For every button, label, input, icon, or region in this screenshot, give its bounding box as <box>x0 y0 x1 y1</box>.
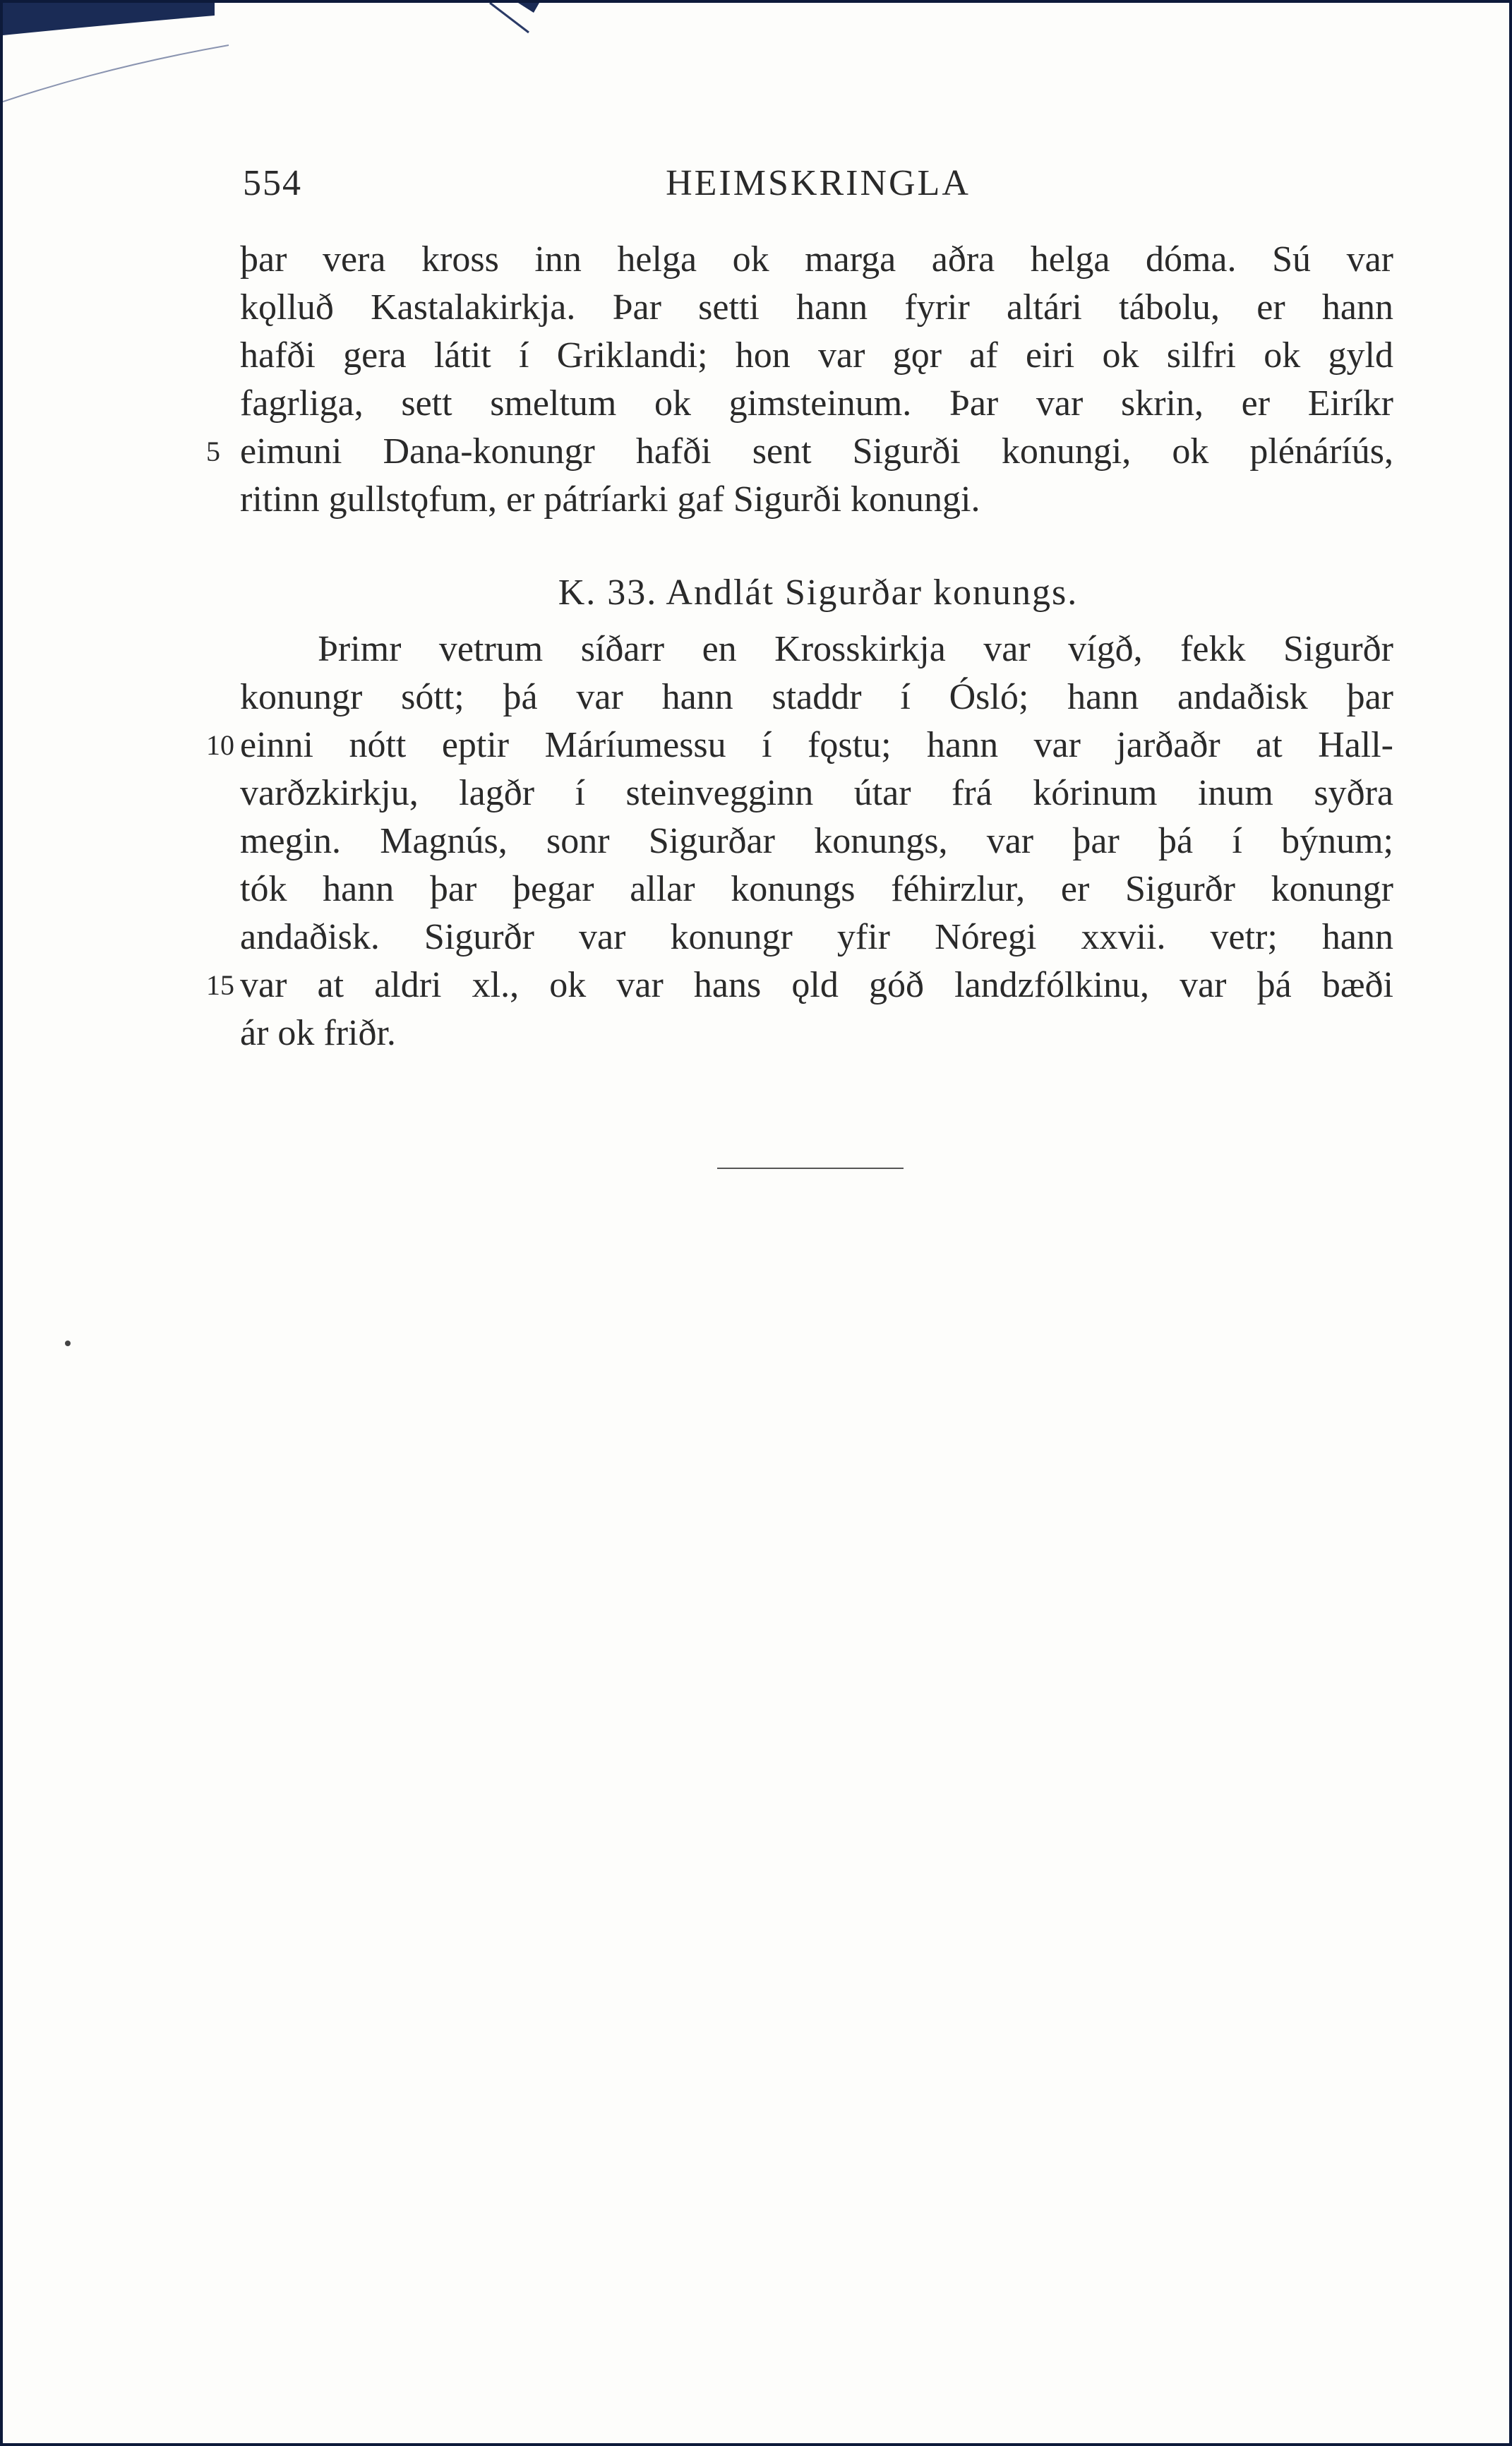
line-text: var at aldri xl., ok var hans ǫld góð landzfólkinu, var þá bæði <box>240 965 1393 1005</box>
text-line <box>240 380 1393 428</box>
text-line <box>240 332 1393 380</box>
line-text: ár ok friðr. <box>240 1013 396 1053</box>
paragraph-2 <box>206 625 1393 1057</box>
text-line <box>240 913 1393 961</box>
line-text: fagrliga, sett smeltum ok gimsteinum. Þar var skrin, er Eiríkr <box>240 383 1393 424</box>
text-line <box>240 284 1393 332</box>
line-text: tók hann þar þegar allar konungs féhirzlur, er Sigurðr konungr <box>240 869 1393 909</box>
line-number: 5 <box>206 436 220 467</box>
line-text: ritinn gullstǫfum, er pátríarki gaf Sigurði konungi. <box>240 479 980 520</box>
line-text: Þrimr vetrum síðarr en Krosskirkja var vígð, fekk Sigurðr <box>318 629 1393 669</box>
line-text: hafði gera látit í Griklandi; hon var gǫr af eiri ok silfri ok gyld <box>240 335 1393 376</box>
book-page <box>3 3 1509 2443</box>
line-text: þar vera kross inn helga ok marga aðra helga dóma. Sú var <box>240 239 1393 280</box>
text-line <box>206 428 1393 476</box>
line-text: andaðisk. Sigurðr var konungr yfir Nóregi xxvii. vetr; hann <box>240 917 1393 957</box>
line-text: megin. Magnús, sonr Sigurðar konungs, var þar þá í býnum; <box>240 821 1393 861</box>
text-line <box>240 817 1393 865</box>
text-line <box>240 625 1393 673</box>
text-line <box>240 476 1393 524</box>
chapter-heading: K. 33. Andlát Sigurðar konungs. <box>558 572 1079 613</box>
paper-speck <box>65 1341 71 1346</box>
text-line <box>240 673 1393 721</box>
line-number: 10 <box>206 729 234 761</box>
running-title: HEIMSKRINGLA <box>666 163 971 203</box>
line-number: 15 <box>206 969 234 1001</box>
text-line <box>206 961 1393 1009</box>
line-text: konungr sótt; þá var hann staddr í Ósló; hann andaðisk þar <box>240 677 1393 717</box>
page-number: 554 <box>243 163 302 203</box>
corner-stain-mark <box>3 3 568 116</box>
text-line <box>240 1009 1393 1057</box>
text-line <box>206 721 1393 769</box>
text-line <box>240 236 1393 284</box>
line-text: einni nótt eptir Máríumessu í fǫstu; hann var jarðaðr at Hall- <box>240 725 1393 765</box>
line-text: eimuni Dana-konungr hafði sent Sigurði konungi, ok plénáríús, <box>240 431 1393 472</box>
paragraph-1 <box>206 236 1393 524</box>
line-text: kǫlluð Kastalakirkja. Þar setti hann fyrir altári tábolu, er hann <box>240 287 1393 328</box>
line-text: varðzkirkju, lagðr í steinvegginn útar frá kórinum inum syðra <box>240 773 1393 813</box>
page-header <box>243 162 1393 219</box>
section-end-rule <box>717 1168 904 1169</box>
text-line <box>240 865 1393 913</box>
text-line <box>240 769 1393 817</box>
